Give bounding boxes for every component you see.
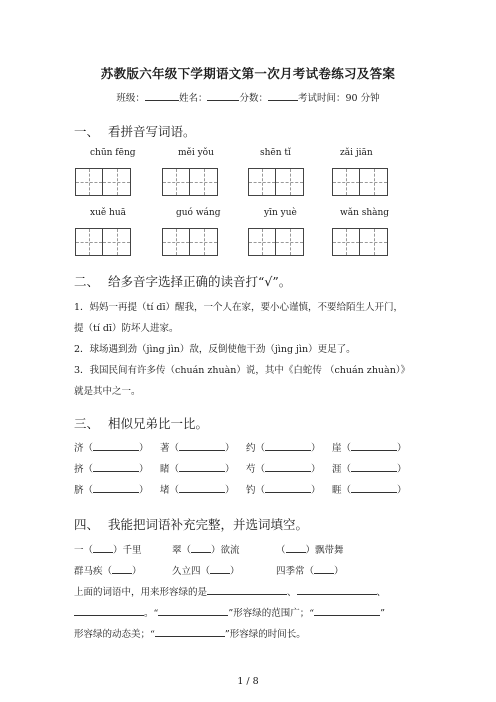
answer-blank[interactable]	[351, 482, 397, 493]
answer-blank[interactable]	[210, 563, 230, 574]
answer-blank[interactable]	[74, 605, 144, 616]
writing-grid-4[interactable]	[332, 168, 388, 196]
similar-char-row-2-c: 芍（ ）	[246, 461, 321, 475]
answer-blank[interactable]	[314, 605, 380, 616]
pinyin-2: měi yǒu	[178, 148, 214, 158]
page-title: 苏教版六年级下学期语文第一次月考试卷练习及答案	[100, 66, 396, 81]
student-info-line	[0, 90, 496, 104]
similar-char-row-1-c: 约（ ）	[246, 440, 321, 454]
section-2-heading: 二、 给多音字选择正确的读音打“√”。	[74, 274, 292, 289]
fill-line-4: 。“ ”形容绿的范围广；“ ”	[74, 605, 385, 619]
idiom-1: 一（ ）千里	[74, 542, 142, 556]
writing-grid-3[interactable]	[248, 168, 304, 196]
score-label: 分数：	[239, 93, 268, 104]
section-4-title: 我能把词语补充完整，并选词填空。	[108, 517, 309, 532]
answer-blank[interactable]	[93, 542, 113, 553]
question-2-2: 2．球场遇到劲（jìng jìn）敌，反倒使他干劲（jìng jìn）更足了。	[74, 344, 356, 355]
answer-blank[interactable]	[265, 482, 311, 493]
pinyin-3: shēn tǐ	[260, 148, 291, 158]
section-2-title: 给多音字选择正确的读音打“√”。	[108, 274, 292, 289]
idiom-3: （ ）飘带舞	[276, 542, 344, 556]
question-2-1-line1: 1．妈妈一再提（tí dī）醒我，一个人在家，要小心谨慎，不要给陌生人开门，	[74, 302, 404, 313]
score-blank[interactable]	[268, 90, 298, 101]
section-3-title: 相似兄弟比一比。	[108, 416, 209, 431]
writing-grid-7[interactable]	[248, 228, 304, 256]
answer-blank[interactable]	[265, 440, 311, 451]
pinyin-4: zǎi jiān	[340, 148, 373, 158]
answer-blank[interactable]	[179, 482, 225, 493]
answer-blank[interactable]	[112, 563, 132, 574]
answer-blank[interactable]	[155, 626, 225, 637]
answer-blank[interactable]	[351, 461, 397, 472]
question-2-3-line2: 就是其中之一。	[74, 386, 141, 397]
similar-char-row-2-b: 睹（ ）	[160, 461, 235, 475]
similar-char-row-1-d: 崖（ ）	[332, 440, 407, 454]
name-blank[interactable]	[207, 90, 239, 101]
pinyin-8: wǎn shàng	[340, 208, 390, 218]
class-label: 班级：	[116, 93, 145, 104]
idiom-5: 久立四（ ）	[172, 563, 240, 577]
class-blank[interactable]	[145, 90, 179, 101]
question-2-3-line1: 3．我国民间有许多传（chuán zhuàn）说，其中《白蛇传 （chuán zhuàn）》	[74, 365, 411, 376]
pinyin-1: chūn fēng	[90, 148, 136, 158]
answer-blank[interactable]	[179, 440, 225, 451]
similar-char-row-3-d: 睚（ ）	[332, 482, 407, 496]
page-number: 1 / 8	[237, 676, 259, 687]
fill-line-3: 上面的词语中，用来形容绿的是 、 、	[74, 584, 386, 598]
similar-char-row-3-c: 钓（ ）	[246, 482, 321, 496]
section-4-heading: 四、 我能把词语补充完整，并选词填空。	[74, 517, 309, 532]
idiom-6: 四季常（ ）	[276, 563, 344, 577]
similar-char-row-3: 脐（ ）	[74, 482, 149, 496]
writing-grid-8[interactable]	[332, 228, 388, 256]
answer-blank[interactable]	[191, 542, 211, 553]
pinyin-5: xuě huā	[90, 208, 127, 218]
section-1-title: 看拼音写词语。	[108, 124, 196, 139]
answer-blank[interactable]	[265, 461, 311, 472]
answer-blank[interactable]	[207, 584, 287, 595]
similar-char-row-1-b: 著（ ）	[160, 440, 235, 454]
writing-grid-2[interactable]	[162, 168, 218, 196]
similar-char-row-3-b: 堵（ ）	[160, 482, 235, 496]
answer-blank[interactable]	[351, 440, 397, 451]
writing-grid-5[interactable]	[75, 228, 131, 256]
writing-grid-6[interactable]	[162, 228, 218, 256]
answer-blank[interactable]	[158, 605, 228, 616]
writing-grid-1[interactable]	[75, 168, 131, 196]
fill-line-5: 形容绿的动态美；“ ”形容绿的时间长。	[74, 626, 306, 640]
pinyin-7: yīn yuè	[264, 208, 297, 218]
idiom-4: 群马疾（ ）	[74, 563, 142, 577]
similar-char-row-2-d: 涯（ ）	[332, 461, 407, 475]
similar-char-row-2: 挤（ ）	[74, 461, 149, 475]
answer-blank[interactable]	[93, 440, 139, 451]
similar-char-row-1: 济（ ）	[74, 440, 149, 454]
answer-blank[interactable]	[297, 584, 377, 595]
name-label: 姓名：	[178, 93, 208, 104]
pinyin-6: guó wáng	[176, 208, 221, 218]
section-3-heading: 三、 相似兄弟比一比。	[74, 416, 209, 431]
answer-blank[interactable]	[314, 563, 334, 574]
answer-blank[interactable]	[179, 461, 225, 472]
idiom-2: 翠（ ）欲流	[172, 542, 240, 556]
question-2-1-line2: 提（tí dī）防坏人进家。	[74, 323, 179, 334]
time-label: 考试时间：90 分钟	[297, 93, 380, 104]
section-1-heading: 一、 看拼音写词语。	[74, 124, 196, 139]
answer-blank[interactable]	[286, 542, 306, 553]
answer-blank[interactable]	[93, 461, 139, 472]
answer-blank[interactable]	[93, 482, 139, 493]
